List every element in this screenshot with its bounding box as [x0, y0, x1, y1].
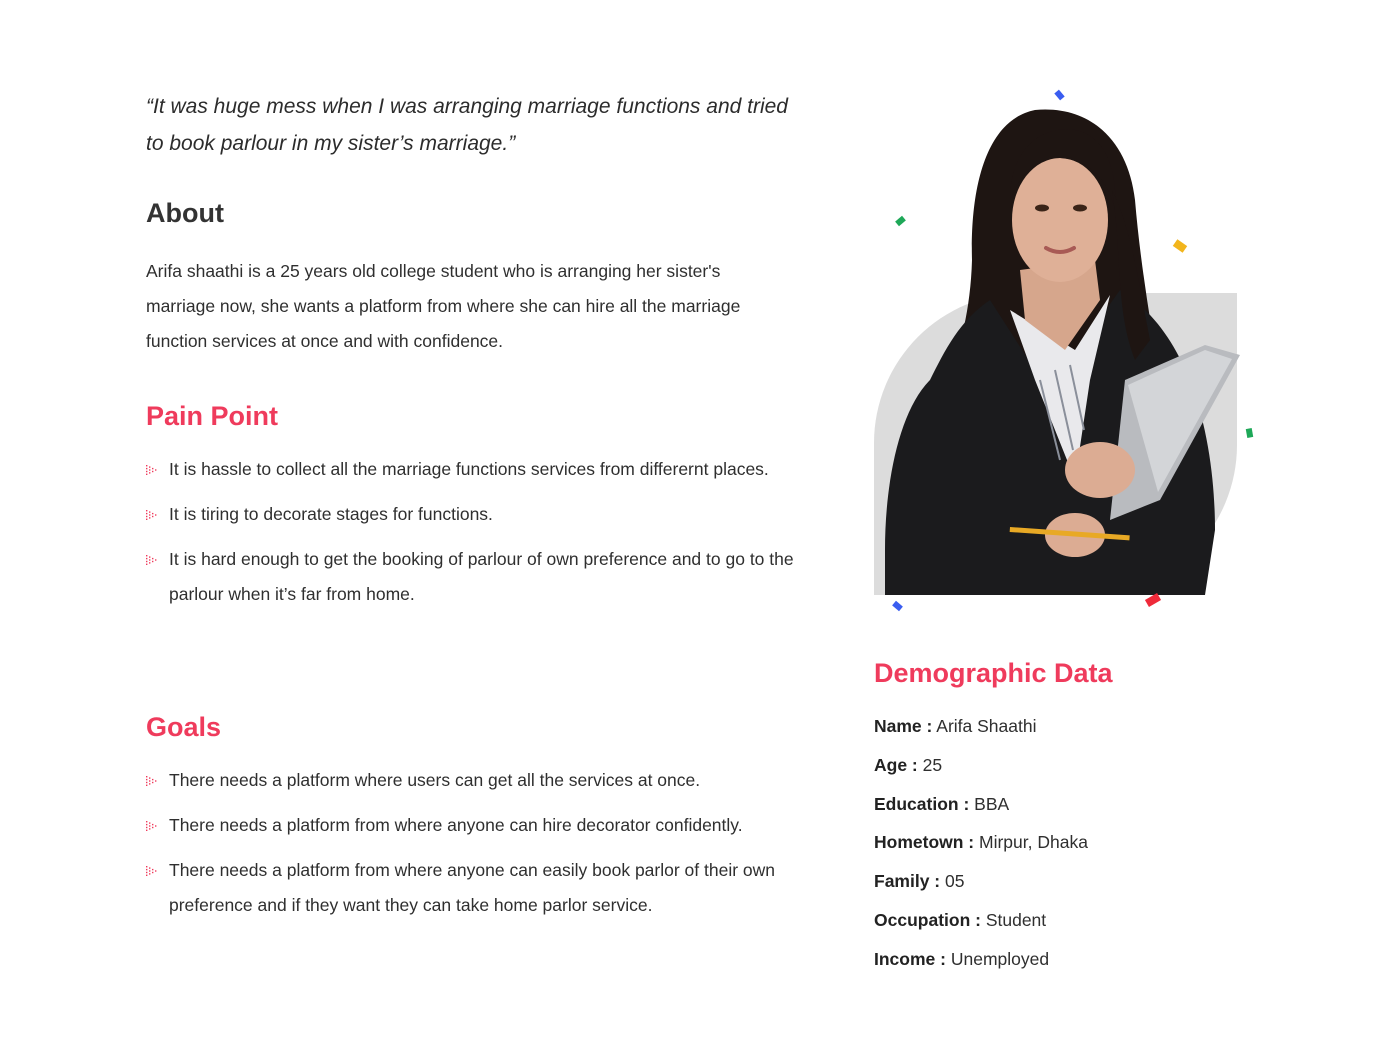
field-value: BBA — [974, 793, 1010, 814]
field-label: Hometown : — [874, 832, 975, 853]
dotted-arrow-bullet-icon — [146, 821, 158, 831]
persona-quote: “It was huge mess when I was arranging marriage functions and tried to book parlour in my sister’s marriage.” — [146, 95, 788, 155]
list-item-text: It is tiring to decorate stages for functions. — [169, 504, 493, 524]
demographic-row — [874, 870, 1088, 909]
field-label: Family : — [874, 871, 941, 892]
pain-point-heading: Pain Point — [146, 401, 279, 431]
demographic-row — [874, 754, 1088, 793]
about-heading: About — [146, 198, 224, 228]
dotted-arrow-bullet-icon — [146, 510, 158, 520]
list-item-text: There needs a platform where users can get all the services at once. — [169, 770, 701, 790]
list-item-text: It is hassle to collect all the marriage functions services from differernt places. — [169, 459, 769, 479]
persona-portrait-illustration — [860, 80, 1280, 620]
field-value: Arifa Shaathi — [936, 716, 1037, 736]
list-item-text: It is hard enough to get the booking of parlour of own preference and to go to the parlour when it’s far from home. — [169, 549, 794, 604]
demographic-row — [874, 831, 1088, 870]
goals-heading: Goals — [146, 712, 222, 742]
demographic-heading: Demographic Data — [874, 658, 1113, 688]
list-item — [146, 497, 806, 532]
field-label: Occupation : — [874, 909, 981, 930]
pain-point-list — [146, 452, 806, 622]
field-value: Student — [985, 909, 1047, 930]
demographic-row — [874, 948, 1088, 987]
field-label: Name : — [874, 716, 933, 736]
demographic-row — [874, 909, 1088, 948]
confetti-icon — [1246, 428, 1253, 438]
field-value: 05 — [945, 871, 965, 892]
list-item — [146, 763, 806, 798]
demographic-row — [874, 793, 1088, 832]
list-item — [146, 542, 806, 612]
list-item — [146, 452, 806, 487]
field-label: Income : — [874, 948, 946, 969]
list-item-text: There needs a platform from where anyone can hire decorator confidently. — [169, 815, 743, 835]
dotted-arrow-bullet-icon — [146, 866, 158, 876]
field-value: Unemployed — [950, 948, 1050, 969]
persona-photo — [860, 80, 1280, 620]
list-item — [146, 808, 806, 843]
dotted-arrow-bullet-icon — [146, 776, 158, 786]
demographic-row — [874, 715, 1088, 754]
demographic-list — [874, 715, 1088, 987]
dotted-arrow-bullet-icon — [146, 465, 158, 475]
dotted-arrow-bullet-icon — [146, 555, 158, 565]
about-text: Arifa shaathi is a 25 years old college student who is arranging her sister's marriage now, she wants a platform from where she can hire all the marriage function services at once and with confidence. — [146, 261, 741, 351]
list-item-text: There needs a platform from where anyone can easily book parlor of their own preference and if they want they can take home parlor service. — [169, 860, 776, 915]
field-label: Education : — [874, 793, 970, 814]
goals-list — [146, 763, 806, 933]
list-item — [146, 853, 806, 923]
field-value: 25 — [922, 754, 943, 775]
field-label: Age : — [874, 754, 918, 775]
field-value: Mirpur, Dhaka — [979, 832, 1088, 853]
